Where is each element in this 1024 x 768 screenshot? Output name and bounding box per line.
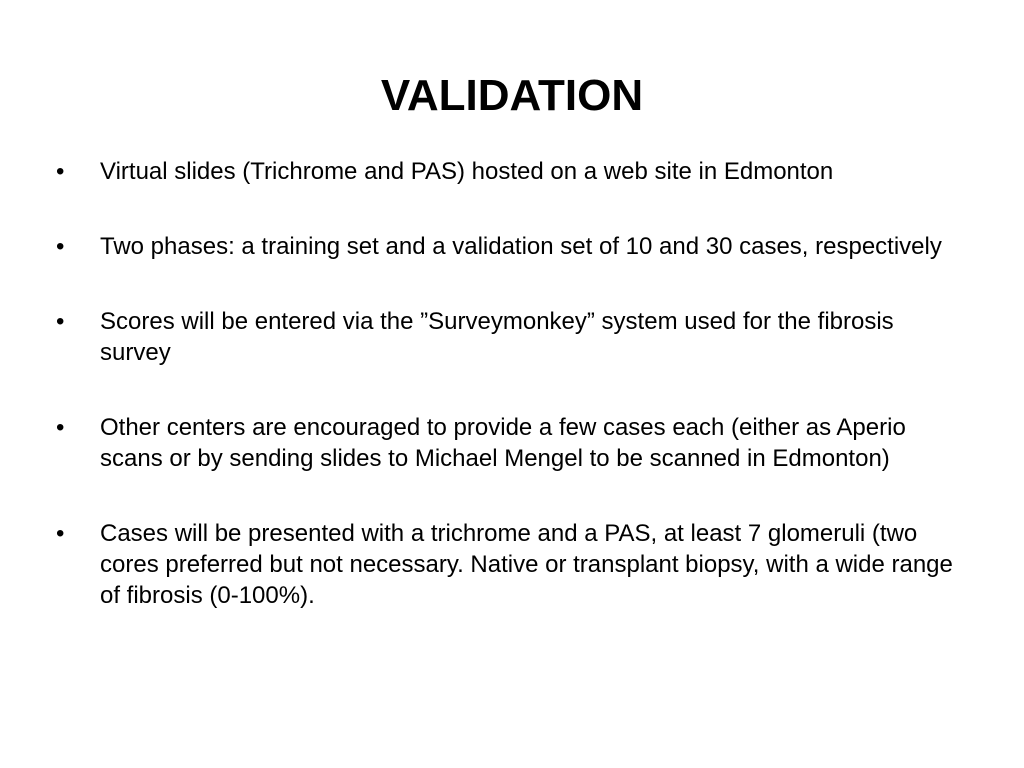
bullet-item-3: [56, 306, 966, 368]
bullet-marker: •: [56, 308, 65, 335]
bullet-list: [56, 156, 966, 611]
slide-title: VALIDATION: [380, 71, 644, 120]
bullet-marker: •: [56, 158, 65, 185]
bullet-text: Other centers are encouraged to provide a few cases each (either as Aperio scans or by sending slides to Michael Mengel to be scanned in Edmonton): [100, 414, 906, 472]
bullet-item-1: [56, 156, 966, 187]
bullet-text: Scores will be entered via the ”Surveymonkey” system used for the fibrosis survey: [100, 308, 894, 366]
bullet-marker: •: [56, 520, 65, 547]
bullet-text: Cases will be presented with a trichrome and a PAS, at least 7 glomeruli (two cores preferred but not necessary. Native or transplant biopsy, with a wide range of fibrosis (0-100%).: [100, 520, 953, 609]
bullet-item-5: [56, 518, 966, 611]
bullet-marker: •: [56, 233, 65, 260]
bullet-text: Two phases: a training set and a validation set of 10 and 30 cases, respectively: [100, 233, 942, 260]
bullet-item-2: [56, 231, 966, 262]
bullet-marker: •: [56, 414, 65, 441]
bullet-item-4: [56, 412, 966, 474]
bullet-text: Virtual slides (Trichrome and PAS) hosted on a web site in Edmonton: [100, 158, 834, 185]
